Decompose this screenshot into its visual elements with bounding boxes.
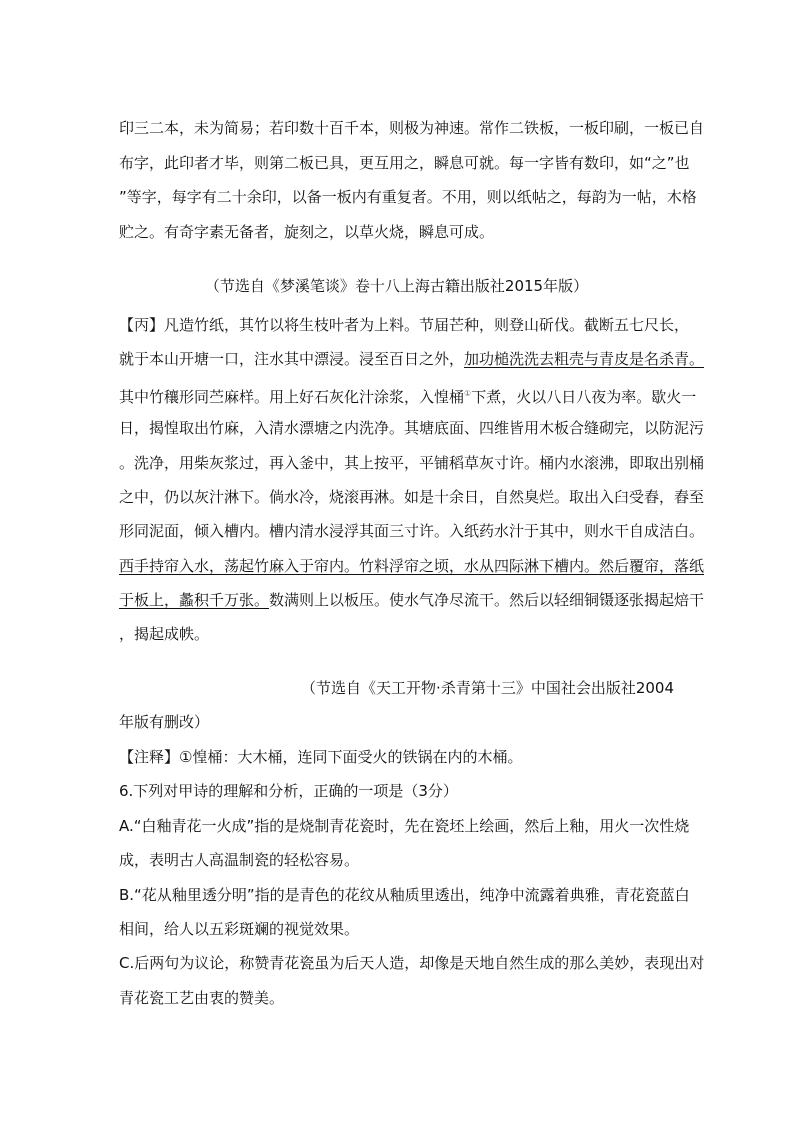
text-line — [119, 153, 690, 173]
underlined-text: 于板上，蠡积千万张。 — [119, 591, 270, 609]
text-line — [119, 384, 697, 407]
text-line — [119, 118, 705, 138]
text-segment: 成，表明古人高温制瓷的轻松容易。 — [119, 851, 360, 869]
text-line — [119, 418, 705, 438]
text-segment: 。洗净，用柴灰浆过，再入釜中，其上按平，平铺稻草灰寸许。桶内水滚沸，即取出别桶 — [119, 454, 705, 472]
text-line — [119, 919, 674, 939]
text-line — [119, 187, 697, 207]
text-segment: 相间，给人以五彩斑斓的视觉效果。 — [119, 920, 360, 938]
text-segment: 年版有删改） — [119, 713, 210, 731]
text-segment: ，揭起成帙。 — [119, 625, 210, 643]
text-segment: （节选自《梦溪笔谈》卷十八上海古籍出版社2015年版） — [204, 277, 589, 295]
text-line — [119, 349, 705, 369]
text-segment: A.“白釉青花一火成”指的是烧制青花瓷时，先在瓷坯上绘画，然后上釉，用火一次性烧 — [119, 817, 690, 835]
text-segment: B.“花从釉里透分明”指的是青色的花纹从釉质里透出，纯净中流露着典雅，青花瓷蓝白 — [119, 886, 690, 904]
text-segment: 6.下列对甲诗的理解和分析，正确的一项是（3分） — [119, 782, 458, 800]
text-line — [119, 276, 674, 296]
text-segment: 青花瓷工艺由衷的赞美。 — [119, 989, 285, 1007]
underlined-text: 西手持帘入水，荡起竹麻入于帘内。竹料浮帘之顷，水从四际淋下槽内。然后覆帘，落纸 — [119, 557, 705, 575]
underlined-text: 加功槌洗洗去粗壳与青皮是名杀青。 — [464, 350, 705, 368]
text-line — [119, 590, 705, 610]
text-line — [119, 222, 674, 242]
text-line — [119, 781, 674, 801]
text-segment: ”等字，每字有二十余印，以备一板内有重复者。不用，则以纸帖之，每韵为一帖，木格 — [119, 188, 697, 206]
text-segment: 之中，仍以灰汁淋下。倘水冷，烧滚再淋。如是十余日，自然臭烂。取出入臼受舂，舂至 — [119, 488, 705, 506]
footnote-marker: ① — [464, 389, 472, 398]
text-line — [119, 487, 705, 507]
text-line — [119, 816, 690, 836]
text-segment: 布字，此印者才毕，则第二板已具，更互用之，瞬息可就。每一字皆有数印，如“之”也 — [119, 154, 690, 172]
text-line — [119, 988, 674, 1008]
text-segment: 【注释】①惶桶：大木桶，连同下面受火的铁锅在内的木桶。 — [119, 748, 523, 766]
text-segment: 日，揭惶取出竹麻，入清水漂塘之内洗净。其塘底面、四维皆用木板合缝砌完，以防泥污 — [119, 419, 705, 437]
text-segment: 数满则上以板压。使水气净尽流干。然后以轻细铜镊逐张揭起焙干 — [269, 591, 705, 609]
text-segment: 贮之。有奇字素无备者，旋刻之，以草火烧，瞬息可成。 — [119, 223, 495, 241]
text-segment: （节选自《天工开物·杀青第十三》中国社会出版社2004 — [301, 679, 674, 697]
text-line — [119, 953, 705, 973]
text-segment: 其中竹穰形同苎麻样。用上好石灰化汁涂浆，入惶桶 — [119, 388, 465, 406]
text-segment: 形同泥面，倾入槽内。槽内清水浸浮其面三寸许。入纸药水汁于其中，则水干自成洁白。 — [119, 522, 705, 540]
text-segment: 印三二本，未为简易；若印数十百千本，则极为神速。常作二铁板，一板印刷，一板已自 — [119, 119, 705, 137]
text-segment: 就于本山开塘一口，注水其中漂浸。浸至百日之外， — [119, 350, 465, 368]
text-segment: 下煮，火以八日八夜为率。歇火一 — [471, 388, 697, 406]
text-line — [119, 315, 690, 335]
text-line — [119, 624, 674, 644]
text-line — [119, 885, 690, 905]
text-segment: 【丙】凡造竹纸，其竹以将生枝叶者为上料。节届芒种，则登山斫伐。截断五七尺长， — [119, 316, 690, 334]
text-line — [119, 521, 705, 541]
text-line — [119, 850, 674, 870]
text-segment: C.后两句为议论，称赞青花瓷虽为后天人造，却像是天地自然生成的那么美妙，表现出对 — [119, 954, 705, 972]
text-line — [119, 678, 674, 698]
text-line — [119, 556, 705, 576]
text-line — [119, 747, 674, 767]
text-line — [119, 712, 674, 732]
text-line — [119, 453, 705, 473]
